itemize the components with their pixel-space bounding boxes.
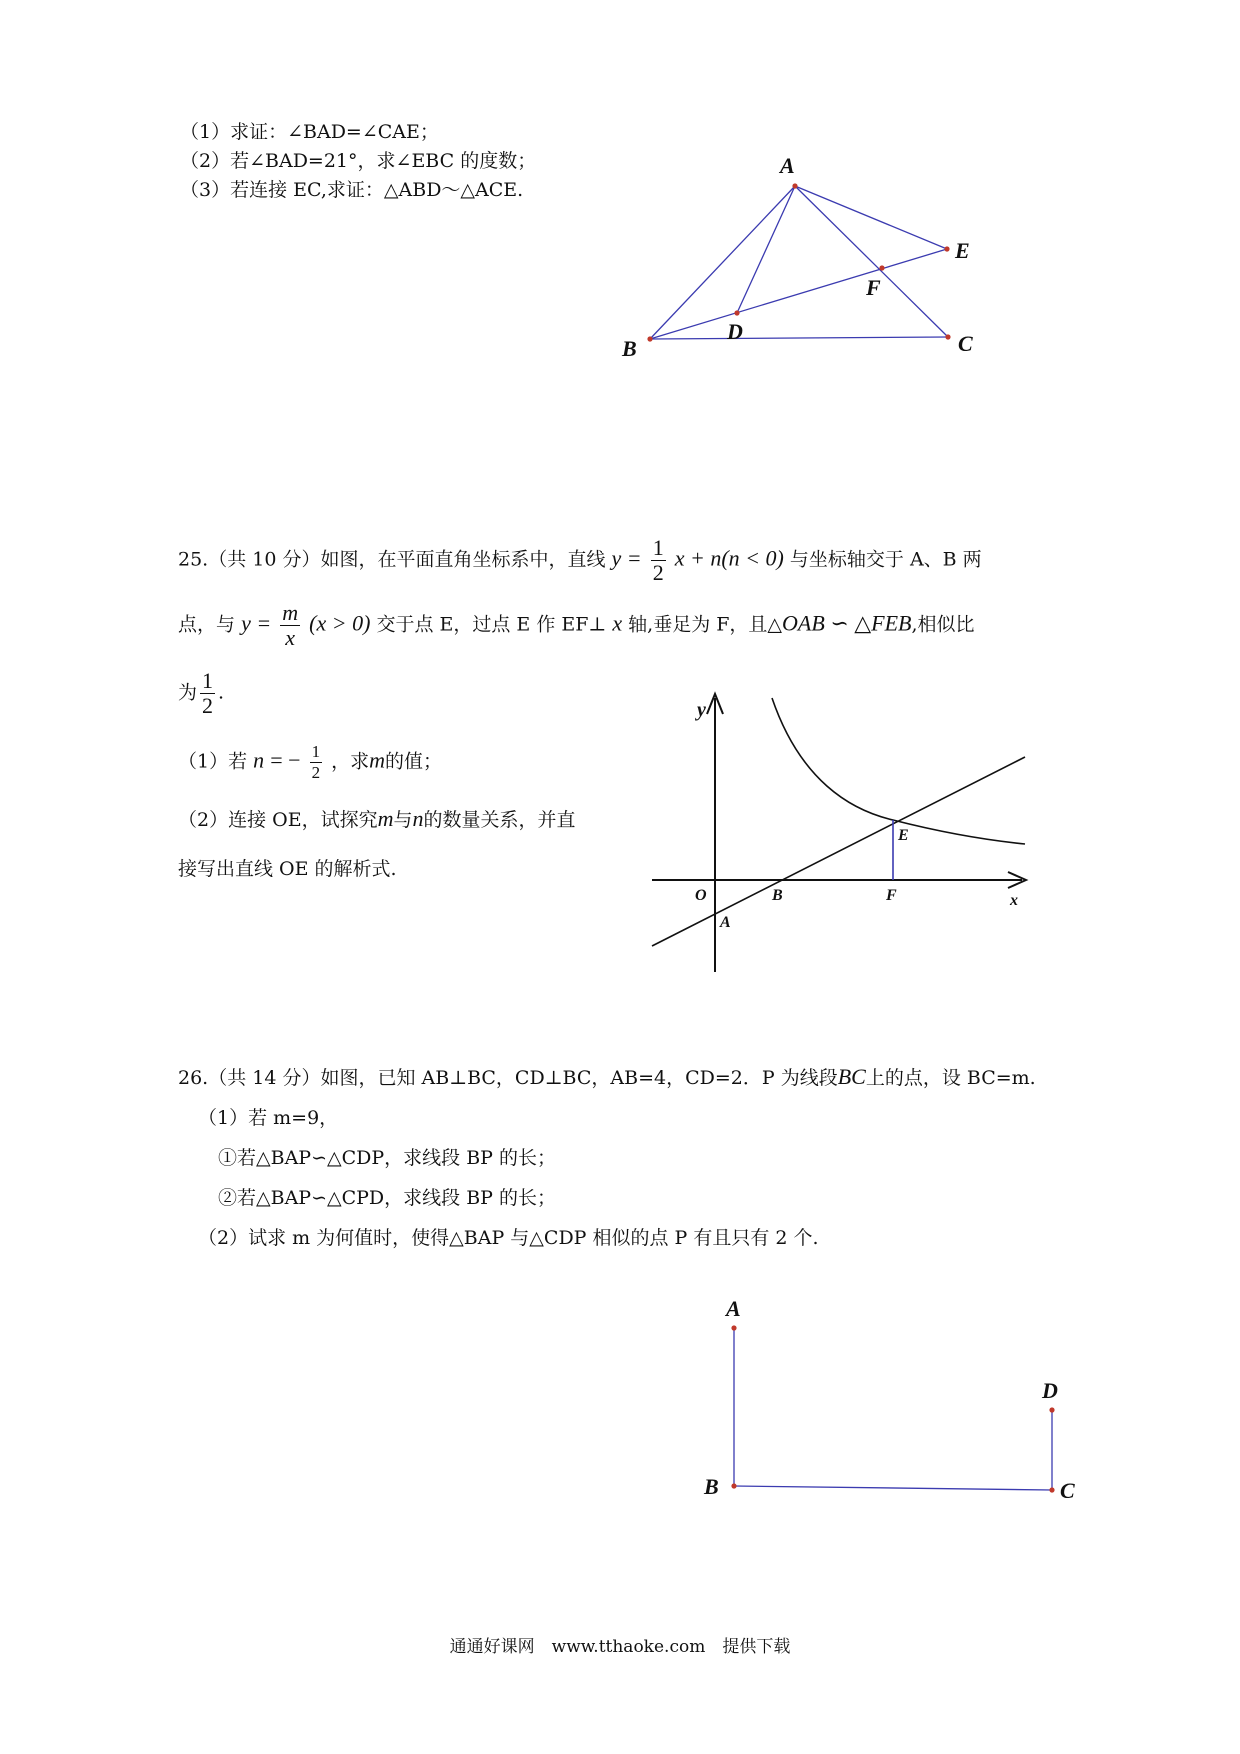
q25-part1-num: 1 (311, 742, 321, 761)
q24-label-a: A (780, 153, 795, 178)
q26-point-b (731, 1483, 736, 1488)
q24-part3: （3）若连接 EC,求证：△ABD～△ACE. (180, 179, 524, 201)
q25-line2-den: x (285, 625, 296, 650)
q26-line1-bc: BC (837, 1064, 866, 1089)
q25-part1-mid: ，求 (331, 750, 370, 773)
q25-line1-expr: x + n(n < 0) (674, 545, 784, 571)
q25-label-b: B (772, 887, 783, 904)
q25-line1-tail: 与坐标轴交于 A、B 两 (789, 548, 982, 571)
q25-part2-text: （2）连接 OE，试探究 (178, 809, 378, 831)
q25-line2-sim: ∽ △ (824, 610, 872, 636)
q26-line1-text: 26.（共 14 分）如图，已知 AB⊥BC，CD⊥BC，AB=4，CD=2．P 为线段 (178, 1067, 838, 1089)
q25-line2-expr: (x > 0) (309, 610, 371, 636)
q25-line2-mid: 交于点 E，过点 E 作 EF⊥ (376, 613, 607, 636)
q25-label-y: y (697, 699, 706, 721)
q25-line1-num: 1 (652, 535, 664, 560)
q26-point-d (1049, 1407, 1054, 1412)
q25-line1-den: 2 (652, 560, 664, 585)
q26-part2: （2）试求 m 为何值时，使得△BAP 与△CDP 相似的点 P 有且只有 2 个. (198, 1227, 819, 1249)
q25-line2-oab: OAB (782, 610, 825, 636)
q25-line2-mid2: 轴,垂足为 F，且△ (628, 613, 783, 636)
q26-point-c (1049, 1487, 1054, 1492)
q25-line3-den: 2 (202, 693, 214, 718)
q25-part1-m: m (369, 747, 386, 773)
q25-line1-y: y = (611, 545, 642, 571)
q26-part1b: ②若△BAP∽△CPD，求线段 BP 的长； (218, 1187, 556, 1209)
q24-label-c: C (958, 331, 973, 356)
q26-label-c: C (1060, 1478, 1075, 1503)
q25-part2-cont: 接写出直线 OE 的解析式. (178, 858, 397, 880)
page-footer: 通通好课网 www.tthaoke.com 提供下载 (449, 1637, 791, 1657)
q26-part1a: ①若△BAP∽△CDP，求线段 BP 的长； (218, 1147, 556, 1169)
q25-line3-text: 为 (178, 681, 198, 704)
q25-line3-num: 1 (202, 668, 214, 693)
q25-label-e: E (898, 827, 909, 844)
q25-line3-tail: . (218, 681, 225, 704)
q25-part1-text: （1）若 (178, 750, 248, 773)
q25-line2-tail: ,相似比 (911, 613, 975, 636)
q25-line2-x: x (612, 610, 623, 636)
q25-part1-tail: 的值； (385, 750, 443, 773)
q26-point-a (731, 1325, 736, 1330)
q24-label-d: D (727, 319, 743, 344)
q25-part1-eq: = − (270, 747, 301, 773)
q24-label-b: B (622, 336, 637, 361)
q25-label-x: x (1010, 892, 1018, 909)
q25-part1-n: n (253, 747, 265, 773)
q24-part2: （2）若∠BAD=21°，求∠EBC 的度数； (180, 150, 537, 172)
q24-label-f: F (866, 275, 881, 300)
q25-label-o: O (695, 887, 707, 904)
q25-part2-n: n (412, 806, 424, 831)
q25-line2-y: y = (241, 610, 272, 636)
q25-label-f: F (886, 887, 897, 904)
q24-label-e: E (955, 238, 970, 263)
q25-part2-mid: 与 (393, 809, 413, 831)
q25-line1-text: 25.（共 10 分）如图，在平面直角坐标系中，直线 (178, 548, 606, 571)
q26-label-d: D (1042, 1378, 1058, 1403)
q25-line2-num: m (282, 600, 299, 625)
q25-line2-text: 点，与 (178, 613, 236, 636)
q25-line2-feb: FEB (871, 610, 912, 636)
q26-part1: （1）若 m=9， (198, 1107, 339, 1129)
q24-part1: （1）求证：∠BAD=∠CAE； (180, 121, 439, 143)
q25-part2-m: m (377, 806, 394, 831)
q25-part1-den: 2 (311, 763, 321, 782)
q26-label-b: B (704, 1474, 719, 1499)
q26-line1-tail: 上的点，设 BC=m. (865, 1067, 1036, 1089)
q25-part2-tail: 的数量关系，并直 (423, 809, 576, 831)
q25-label-a: A (720, 914, 731, 931)
q26-label-a: A (726, 1296, 741, 1321)
